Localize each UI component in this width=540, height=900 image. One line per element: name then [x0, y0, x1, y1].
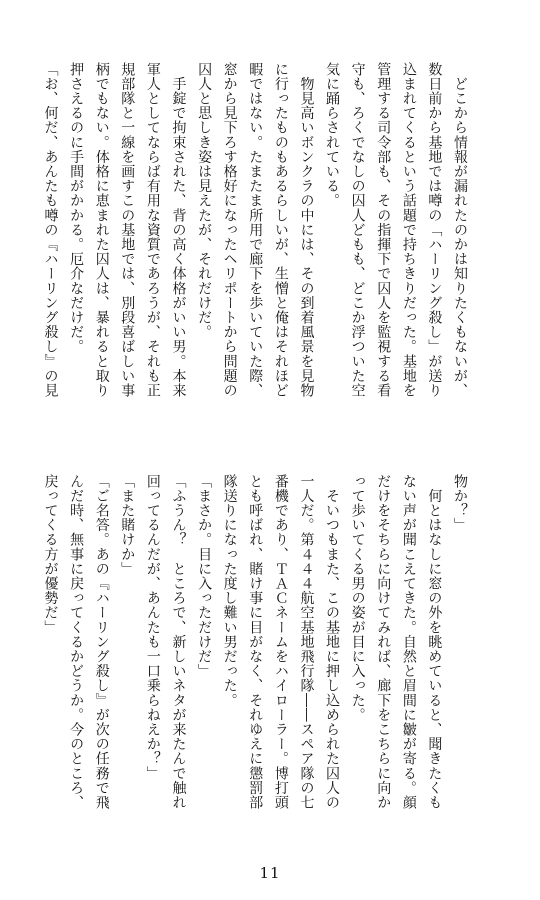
text-line: 物見高いボンクラの中には、その到着風景を見物 — [298, 62, 315, 398]
text-line: 戻ってくる方が優勢だ」 — [42, 474, 59, 635]
text-line: 押さえるのに手間がかかる。厄介なだけだ。 — [68, 62, 85, 354]
text-line: 守も、ろくでなしの囚人どもも、どこか浮ついた空 — [349, 62, 366, 398]
text-line: だけをそちらに向けてみれば、廊下をこちらに向か — [375, 474, 392, 810]
text-line: 窓から見下ろす格好になったヘリポートから問題の — [221, 62, 238, 398]
text-line: そいつもまた、この基地に押し込められた囚人の — [324, 474, 341, 810]
text-line: 「ふうん？ ところで、新しいネタが来たんで触れ — [170, 474, 187, 810]
text-line: 込まれてくるという話題で持ちきりだった。基地を — [400, 62, 417, 398]
text-block-upper — [37, 62, 472, 442]
text-line: 数日前から基地では噂の「ハーリング殺し」が送り — [426, 62, 443, 398]
text-line: 「また賭けか」 — [119, 474, 136, 577]
text-line: 一人だ。第４４４航空基地飛行隊――スペア隊の七 — [298, 474, 315, 810]
page-number: 11 — [259, 864, 281, 882]
text-line: 「まさか。目に入っただけだ」 — [196, 474, 213, 679]
text-line: 囚人と思しき姿は見えたが、それだけだ。 — [196, 62, 213, 340]
text-line: とも呼ばれ、賭け事に目がなく、それゆえに懲罰部 — [247, 474, 264, 810]
text-line: 回ってるんだが、あんたも一口乗らねえか？」 — [144, 474, 161, 781]
text-line: 手錠で拘束された、背の高く体格がいい男。本来 — [170, 62, 187, 398]
text-line: 物か？」 — [452, 474, 468, 533]
text-line: 番機であり、ＴＡＣネームをハイローラー。博打頭 — [272, 474, 289, 810]
text-line: 柄でもない。体格に恵まれた囚人は、暴れると取り — [93, 62, 110, 398]
text-line: んだ時、無事に戻ってくるかどうか。今のところ、 — [68, 474, 85, 810]
text-line: 何とはなしに窓の外を眺めていると、聞きたくも — [426, 474, 443, 810]
text-line: 気に踊らされている。 — [324, 62, 341, 208]
text-line: 規部隊と一線を画すこの基地では、別段喜ばしい事 — [119, 62, 136, 398]
text-line: どこから情報が漏れたのかは知りたくもないが、 — [452, 62, 468, 398]
text-line: 軍人としてならば有用な資質であろうが、それも正 — [144, 62, 161, 398]
text-line: 「ご名答。あの『ハーリング殺し』が次の任務で飛 — [93, 474, 110, 810]
text-line: に行ったものもあるらしいが、生憎と俺はそれほど — [272, 62, 289, 398]
text-line: って歩いてくる男の姿が目に入った。 — [349, 474, 366, 723]
text-line: 「お、何だ、あんたも噂の『ハーリング殺し』の見 — [42, 62, 59, 398]
text-line: 暇ではない。たまたま所用で廊下を歩いていた際、 — [247, 62, 264, 398]
text-line: 隊送りになった度し難い男だった。 — [221, 474, 238, 708]
text-line: 管理する司令部も、その指揮下で囚人を監視する看 — [375, 62, 392, 398]
text-block-lower — [37, 474, 472, 854]
text-line: ない声が聞こえてきた。自然と眉間に皺が寄る。顔 — [400, 474, 417, 810]
